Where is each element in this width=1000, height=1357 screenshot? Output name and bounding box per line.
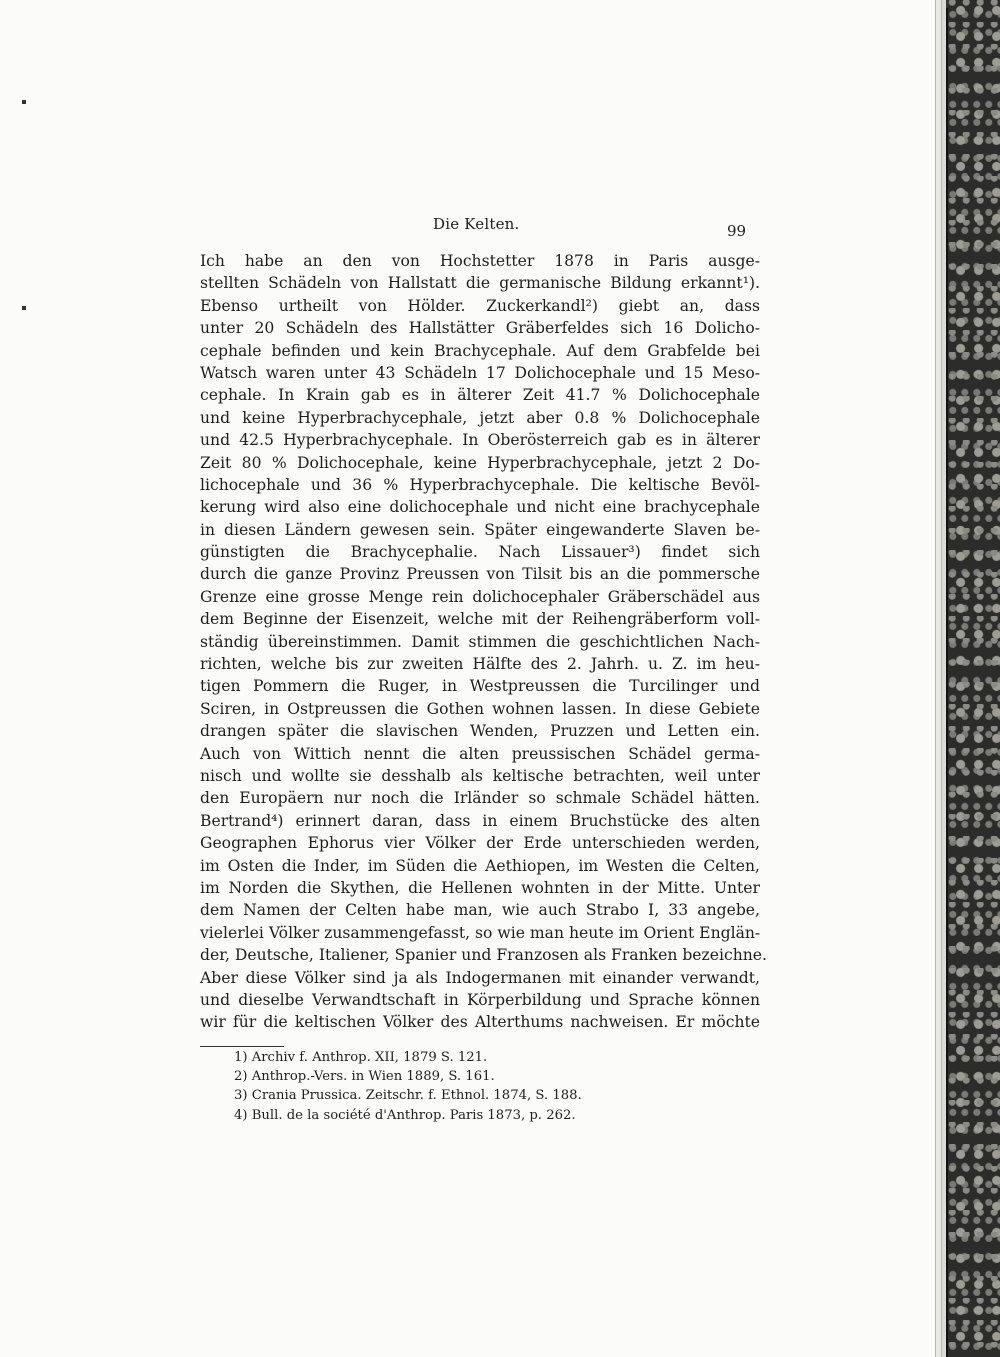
body-line: Sciren, in Ostpreussen die Gothen wohnen lassen. In diese Gebiete: [200, 699, 760, 718]
body-line: günstigten die Brachycephalie. Nach Lissauer³) findet sich: [200, 543, 760, 562]
body-line: und dieselbe Verwandtschaft in Körperbildung und Sprache können: [200, 990, 760, 1009]
margin-mark: [22, 100, 26, 104]
marbled-cover: [948, 0, 1000, 1357]
body-line: der, Deutsche, Italiener, Spanier und Franzosen als Franken bezeichne.: [200, 946, 767, 965]
body-line: in diesen Ländern gewesen sein. Später eingewanderte Slaven be-: [200, 520, 760, 539]
body-line: im Norden die Skythen, die Hellenen wohnten in der Mitte. Unter: [200, 878, 760, 897]
footnotes: [234, 1048, 582, 1125]
body-line: nisch und wollte sie desshalb als keltische betrachten, weil unter: [200, 766, 760, 785]
body-line: wir für die keltischen Völker des Alterthums nachweisen. Er möchte: [200, 1013, 760, 1032]
body-line: Bertrand⁴) erinnert daran, dass in einem Bruchstücke des alten: [200, 811, 760, 830]
body-line: im Osten die Inder, im Süden die Aethiopen, im Westen die Celten,: [200, 856, 760, 875]
body-line: den Europäern nur noch die Irländer so schmale Schädel hätten.: [200, 789, 760, 808]
body-line: cephale. In Krain gab es in älterer Zeit 41.7 % Dolichocephale: [200, 386, 760, 405]
body-line: Auch von Wittich nennt die alten preussischen Schädel germa-: [200, 744, 760, 763]
body-line: Grenze eine grosse Menge rein dolichocephaler Gräberschädel aus: [200, 587, 760, 606]
body-line: Watsch waren unter 43 Schädeln 17 Dolichocephale und 15 Meso-: [200, 363, 760, 382]
footnote: 3) Crania Prussica. Zeitschr. f. Ethnol. 1874, S. 188.: [234, 1088, 582, 1104]
body-line: Geographen Ephorus vier Völker der Erde unterschieden werden,: [200, 834, 760, 853]
body-line: vielerlei Völker zusammengefasst, so wie man heute im Orient Englän-: [200, 923, 761, 942]
body-line: drangen später die slavischen Wenden, Pruzzen und Letten ein.: [200, 722, 760, 741]
body-line: kerung wird also eine dolichocephale und nicht eine brachycephale: [200, 498, 760, 517]
body-line: richten, welche bis zur zweiten Hälfte des 2. Jahrh. u. Z. im heu-: [200, 655, 760, 674]
footnote: 4) Bull. de la société d'Anthrop. Paris 1873, p. 262.: [234, 1107, 576, 1123]
body-line: und 42.5 Hyperbrachycephale. In Oberösterreich gab es in älterer: [200, 431, 760, 450]
body-line: dem Beginne der Eisenzeit, welche mit der Reihengräberform voll-: [200, 610, 760, 629]
body-line: lichocephale und 36 % Hyperbrachycephale. Die keltische Bevöl-: [200, 475, 760, 494]
footnote-rule: [200, 1046, 284, 1047]
body-line: unter 20 Schädeln des Hallstätter Gräberfeldes sich 16 Dolicho-: [200, 319, 760, 338]
body-line: durch die ganze Provinz Preussen von Tilsit bis an die pommersche: [200, 565, 760, 584]
body-line: Aber diese Völker sind ja als Indogermanen mit einander verwandt,: [200, 968, 760, 987]
footnote: 2) Anthrop.-Vers. in Wien 1889, S. 161.: [234, 1069, 495, 1085]
page-number: 99: [727, 222, 747, 240]
body-line: und keine Hyperbrachycephale, jetzt aber 0.8 % Dolichocephale: [200, 408, 760, 427]
body-line: tigen Pommern die Ruger, in Westpreussen die Turcilinger und: [200, 677, 760, 696]
body-line: stellten Schädeln von Hallstatt die germanische Bildung erkannt¹).: [200, 274, 760, 293]
running-head: Die Kelten.: [433, 215, 520, 233]
body-line: Ebenso urtheilt von Hölder. Zuckerkandl²) giebt an, dass: [200, 296, 760, 315]
body-line: dem Namen der Celten habe man, wie auch Strabo I, 33 angebe,: [200, 901, 760, 920]
body-line: cephale befinden und kein Brachycephale. Auf dem Grabfelde bei: [200, 341, 760, 360]
body-line: ständig übereinstimmen. Damit stimmen die geschichtlichen Nach-: [200, 632, 760, 651]
footnote: 1) Archiv f. Anthrop. XII, 1879 S. 121.: [234, 1050, 488, 1065]
body-line: Ich habe an den von Hochstetter 1878 in Paris ausge-: [200, 252, 760, 270]
body-line: Zeit 80 % Dolichocephale, keine Hyperbrachycephale, jetzt 2 Do-: [200, 453, 760, 472]
page-edge: [941, 0, 946, 1357]
margin-mark: [22, 306, 26, 310]
body-text: [200, 250, 767, 1034]
